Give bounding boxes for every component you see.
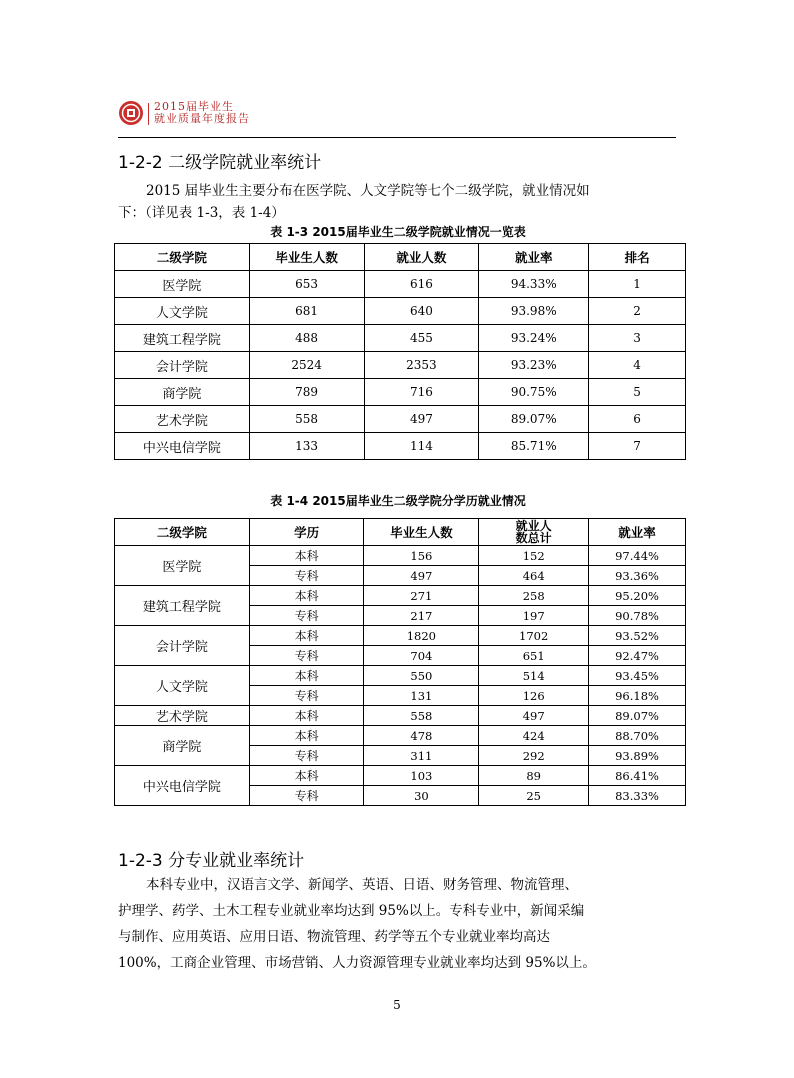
table-cell: 本科 [249,586,364,606]
table-row [115,325,686,352]
table-cell: 2 [589,298,686,325]
paragraph-line: 本科专业中，汉语言文学、新闻学、英语、日语、财务管理、物流管理、 [146,877,578,893]
college-degree-employment-table [114,518,686,806]
table-cell: 133 [249,433,364,460]
table-cell: 30 [364,786,479,806]
page-number: 5 [393,998,401,1012]
table-row [115,379,686,406]
table-cell: 311 [364,746,479,766]
table-row [115,298,686,325]
table-cell: 616 [364,271,479,298]
table-cell: 本科 [249,546,364,566]
column-header: 学历 [249,519,364,546]
college-cell: 艺术学院 [115,706,250,726]
section-paragraph-college-2 [118,202,678,224]
college-cell: 建筑工程学院 [115,586,250,626]
table-cell: 专科 [249,566,364,586]
header-title [154,101,250,125]
paragraph-line: 护理学、药学、土木工程专业就业率均达到 95%以上。专科专业中，新闻采编 [118,903,585,919]
column-header: 毕业生人数 [249,244,364,271]
table-cell: 专科 [249,686,364,706]
table-cell: 本科 [249,766,364,786]
table-cell: 152 [479,546,589,566]
table-cell: 550 [364,666,479,686]
table-cell: 197 [479,606,589,626]
table-cell: 6 [589,406,686,433]
paragraph-line: 与制作、应用英语、应用日语、物流管理、药学等五个专业就业率均高达 [118,929,550,945]
table-cell: 93.24% [479,325,589,352]
table-cell: 93.89% [589,746,686,766]
table-row [115,726,686,746]
table-cell: 497 [479,706,589,726]
report-header [118,100,678,134]
column-header: 二级学院 [115,519,250,546]
header-line-1: 2015届毕业生 [154,100,234,113]
table-cell: 789 [249,379,364,406]
table-cell: 93.45% [589,666,686,686]
header-rule [118,137,676,138]
column-header: 就业率 [479,244,589,271]
paragraph-line: 2015 届毕业生主要分布在医学院、人文学院等七个二级学院，就业情况如 [146,183,590,199]
table-cell: 25 [479,786,589,806]
college-cell: 会计学院 [115,626,250,666]
table-row [115,352,686,379]
table-cell: 464 [479,566,589,586]
table-cell: 497 [364,406,479,433]
table-cell: 497 [364,566,479,586]
table-cell: 514 [479,666,589,686]
column-header: 二级学院 [115,244,250,271]
table-cell: 93.23% [479,352,589,379]
table-cell: 97.44% [589,546,686,566]
column-header: 就业率 [589,519,686,546]
college-cell: 医学院 [115,546,250,586]
table-cell: 156 [364,546,479,566]
table-cell: 商学院 [115,379,250,406]
table-cell: 89.07% [589,706,686,726]
table-cell: 2353 [364,352,479,379]
college-cell: 商学院 [115,726,250,766]
section-heading-major: 1-2-3 分专业就业率统计 [118,851,305,871]
table-cell: 专科 [249,746,364,766]
table-cell: 3 [589,325,686,352]
table-cell: 医学院 [115,271,250,298]
table-cell: 93.36% [589,566,686,586]
table-cell: 651 [479,646,589,666]
college-cell: 中兴电信学院 [115,766,250,806]
section-heading-college: 1-2-2 二级学院就业率统计 [118,153,322,173]
table-cell: 103 [364,766,479,786]
table-row [115,666,686,686]
table-cell: 89 [479,766,589,786]
table-cell: 2524 [249,352,364,379]
table-cell: 89.07% [479,406,589,433]
table-header-row [115,244,686,271]
table-cell: 126 [479,686,589,706]
table-cell: 92.47% [589,646,686,666]
table-cell: 1 [589,271,686,298]
table-cell: 中兴电信学院 [115,433,250,460]
table-cell: 96.18% [589,686,686,706]
school-logo-icon [118,100,144,126]
table-cell: 114 [364,433,479,460]
table-cell: 专科 [249,646,364,666]
table-cell: 90.75% [479,379,589,406]
table-cell: 专科 [249,786,364,806]
table-cell: 292 [479,746,589,766]
table-cell: 95.20% [589,586,686,606]
table-cell: 艺术学院 [115,406,250,433]
table-cell: 424 [479,726,589,746]
column-header-line: 就业人 [515,519,552,533]
table-row [115,626,686,646]
table-cell: 建筑工程学院 [115,325,250,352]
table-cell: 93.52% [589,626,686,646]
table-cell: 640 [364,298,479,325]
college-cell: 人文学院 [115,666,250,706]
table-row [115,586,686,606]
section-paragraph-major [118,872,678,976]
table-cell: 86.41% [589,766,686,786]
table-cell: 558 [249,406,364,433]
paragraph-line: 下：（详见表 1-3，表 1-4） [118,205,285,221]
table-cell: 90.78% [589,606,686,626]
column-header [479,519,589,546]
table1-caption: 表 1-3 2015届毕业生二级学院就业情况一览表 [270,225,526,239]
table-cell: 716 [364,379,479,406]
section-paragraph-college [118,180,678,202]
table-cell: 558 [364,706,479,726]
column-header: 就业人数 [364,244,479,271]
college-employment-table [114,243,686,460]
paragraph-line: 100%，工商企业管理、市场营销、人力资源管理专业就业率均达到 95%以上。 [118,955,596,971]
table-cell: 131 [364,686,479,706]
column-header: 毕业生人数 [364,519,479,546]
table-cell: 人文学院 [115,298,250,325]
table-row [115,706,686,726]
table-cell: 271 [364,586,479,606]
table-header-row [115,519,686,546]
table-cell: 5 [589,379,686,406]
table-cell: 83.33% [589,786,686,806]
table-cell: 会计学院 [115,352,250,379]
table-cell: 217 [364,606,479,626]
table-cell: 专科 [249,606,364,626]
column-header-line: 数总计 [515,531,552,545]
table-cell: 478 [364,726,479,746]
table-cell: 4 [589,352,686,379]
table-cell: 704 [364,646,479,666]
table-row [115,271,686,298]
table-cell: 本科 [249,666,364,686]
table-cell: 681 [249,298,364,325]
table-cell: 本科 [249,726,364,746]
table-cell: 1820 [364,626,479,646]
table-cell: 85.71% [479,433,589,460]
table-row [115,406,686,433]
table2-caption: 表 1-4 2015届毕业生二级学院分学历就业情况 [270,494,526,508]
header-separator [148,103,149,125]
table-cell: 1702 [479,626,589,646]
table-cell: 455 [364,325,479,352]
table-cell: 94.33% [479,271,589,298]
table-cell: 本科 [249,626,364,646]
table-row [115,546,686,566]
table-cell: 93.98% [479,298,589,325]
table-cell: 88.70% [589,726,686,746]
table-cell: 653 [249,271,364,298]
table-cell: 本科 [249,706,364,726]
table-row [115,766,686,786]
table-cell: 258 [479,586,589,606]
header-line-2: 就业质量年度报告 [154,112,250,125]
column-header: 排名 [589,244,686,271]
table-cell: 488 [249,325,364,352]
table-row [115,433,686,460]
table-cell: 7 [589,433,686,460]
